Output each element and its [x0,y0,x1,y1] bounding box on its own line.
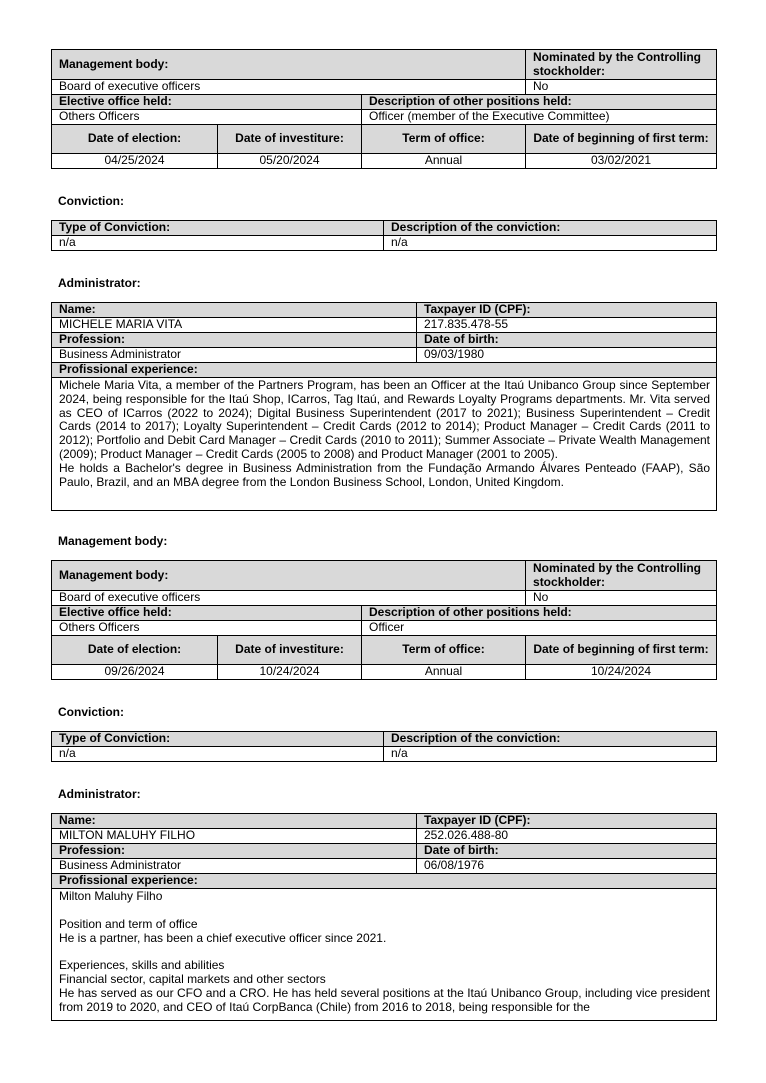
name-value: MICHELE MARIA VITA [52,318,417,333]
experience-line: Milton Maluhy Filho [59,889,163,903]
cpf-label: Taxpayer ID (CPF): [417,814,717,829]
date-first-term-value: 10/24/2024 [526,665,717,680]
dob-label: Date of birth: [417,333,717,348]
date-first-term-value: 03/02/2021 [526,154,717,169]
other-positions-label: Description of other positions held: [362,95,717,110]
term-office-label: Term of office: [362,125,526,154]
conviction-heading-2: Conviction: [58,705,124,719]
administrator-heading-1: Administrator: [58,276,141,290]
term-office-label: Term of office: [362,636,526,665]
management-body-table-2 [51,560,717,680]
dob-value: 09/03/1980 [417,348,717,363]
type-conviction-value: n/a [52,747,384,762]
desc-conviction-label: Description of the conviction: [384,221,717,236]
type-conviction-label: Type of Conviction: [52,732,384,747]
management-body-heading: Management body: [58,534,168,548]
experience-line: Experiences, skills and abilities [59,958,225,973]
cpf-value: 217.835.478-55 [417,318,717,333]
experience-line: Position and term of office [59,916,198,931]
term-office-value: Annual [362,665,526,680]
type-conviction-value: n/a [52,236,384,251]
dob-label: Date of birth: [417,844,717,859]
management-body-value: Board of executive officers [52,591,526,606]
elective-office-label: Elective office held: [52,606,362,621]
conviction-heading-1: Conviction: [58,194,124,208]
profession-value: Business Administrator [52,859,417,874]
management-body-label: Management body: [52,561,526,591]
date-election-value: 09/26/2024 [52,665,218,680]
experience-text [52,889,717,1021]
profession-label: Profession: [52,844,417,859]
profession-label: Profession: [52,333,417,348]
desc-conviction-value: n/a [384,236,717,251]
elective-office-value: Others Officers [52,621,362,636]
date-first-term-label: Date of beginning of first term: [526,636,717,665]
date-election-value: 04/25/2024 [52,154,218,169]
dob-value: 06/08/1976 [417,859,717,874]
type-conviction-label: Type of Conviction: [52,221,384,236]
experience-paragraph: Michele Maria Vita, a member of the Partners Program, has been an Officer at the Itaú Unibanco Group since September 2024, being responsible for the Itaú Shop, ICarros, Tag Itaú, and Rewards Loyalty Programs departments. Mr. Vita served as CEO of ICarros (2022 to 2024); Digital Business Superintendent (2017 to 2021); Business Superintendent – Credit Cards (2014 to 2017); Loyalty Superintendent – Credit Cards (2012 to 2014); Product Manager – Credit Cards (2011 to 2012); Portfolio and Debit Card Manager – Credit Cards (2010 to 2011); Summer Associate – Private Wealth Management (2009); Product Manager – Credit Cards (2005 to 2008) and Product Manager (2001 to 2005). [59,378,710,461]
date-investiture-label: Date of investiture: [218,636,362,665]
name-value: MILTON MALUHY FILHO [52,829,417,844]
experience-line: He has served as our CFO and a CRO. He has held several positions at the Itaú Unibanco Group, including vice president from 2019 to 2020, and CEO of Itaú CorpBanca (Chile) from 2016 to 2018, being responsible for the [59,985,710,1014]
nominated-value: No [526,591,717,606]
name-label: Name: [52,814,417,829]
conviction-table-2 [51,731,717,762]
other-positions-label: Description of other positions held: [362,606,717,621]
nominated-label: Nominated by the Controlling stockholder: [526,50,717,80]
nominated-value: No [526,80,717,95]
administrator-table-2 [51,813,717,1021]
administrator-heading-2: Administrator: [58,787,141,801]
administrator-table-1 [51,302,717,511]
elective-office-value: Others Officers [52,110,362,125]
name-label: Name: [52,303,417,318]
cpf-value: 252.026.488-80 [417,829,717,844]
experience-label: Profissional experience: [52,874,717,889]
experience-line: He is a partner, has been a chief executive officer since 2021. [59,930,387,945]
cpf-label: Taxpayer ID (CPF): [417,303,717,318]
date-investiture-value: 10/24/2024 [218,665,362,680]
experience-paragraph: He holds a Bachelor's degree in Business Administration from the Fundação Armando Álvares Penteado (FAAP), São Paulo, Brazil, and an MBA degree from the London Business School, London, United Kingdom. [59,460,710,489]
experience-text [52,378,717,511]
management-body-value: Board of executive officers [52,80,526,95]
management-body-label: Management body: [52,50,526,80]
date-election-label: Date of election: [52,636,218,665]
date-investiture-value: 05/20/2024 [218,154,362,169]
term-office-value: Annual [362,154,526,169]
other-positions-value: Officer [362,621,717,636]
experience-line: Financial sector, capital markets and other sectors [59,972,326,987]
elective-office-label: Elective office held: [52,95,362,110]
conviction-table-1 [51,220,717,251]
profession-value: Business Administrator [52,348,417,363]
experience-label: Profissional experience: [52,363,717,378]
other-positions-value: Officer (member of the Executive Committee) [362,110,717,125]
desc-conviction-value: n/a [384,747,717,762]
date-investiture-label: Date of investiture: [218,125,362,154]
date-election-label: Date of election: [52,125,218,154]
desc-conviction-label: Description of the conviction: [384,732,717,747]
nominated-label: Nominated by the Controlling stockholder: [526,561,717,591]
date-first-term-label: Date of beginning of first term: [526,125,717,154]
management-body-table-1 [51,49,717,169]
